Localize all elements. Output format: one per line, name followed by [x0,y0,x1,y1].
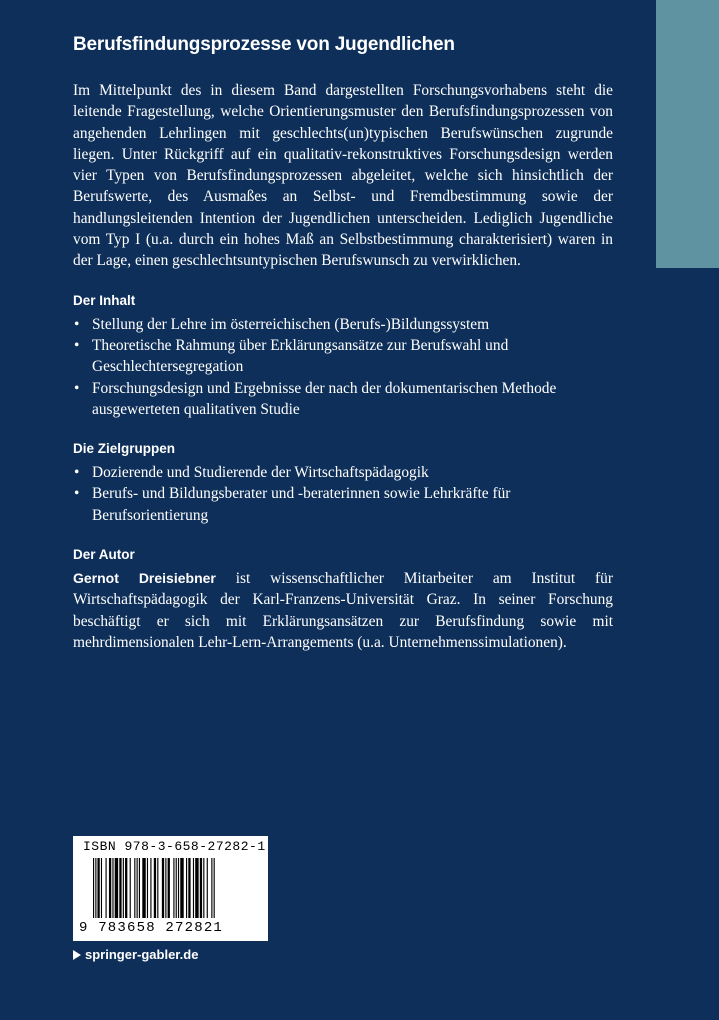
publisher-url: springer-gabler.de [85,947,199,962]
bullet-icon: • [74,315,80,333]
book-title: Berufsfindungsprozesse von Jugendlichen [73,34,455,55]
back-cover-content [73,32,613,653]
bullet-icon: • [74,379,80,397]
inhalt-heading: Der Inhalt [73,292,136,308]
list-item: • Berufs- und Bildungsberater und -beraterinnen sowie Lehrkräfte für Berufsorientierung [74,485,511,524]
barcode-bars [93,858,255,926]
author-name: Gernot Dreisiebner [73,570,216,587]
autor-heading: Der Autor [73,547,135,563]
bullet-icon: • [74,336,80,354]
bullet-icon: • [74,485,80,503]
publisher-link[interactable] [73,947,198,962]
author-bio [73,568,613,653]
author-bio-text: ist wissenschaftlicher Mitarbeiter am Institut für Wirtschaftspädagogik der Karl-Franzens-Universität Graz. In seiner Forschung beschäftigt er sich mit Erklärungsansätzen zur Berufsfindung sowie mit mehrdimensionalen Lehr-Lern-Arrangements (u.a. Unternehmenssimulationen). [73,570,613,651]
list-item: • Theoretische Rahmung über Erklärungsansätze zur Berufswahl und Geschlechtersegregation [74,336,509,376]
isbn-barcode [73,836,268,941]
side-color-tab [656,0,719,268]
zielgruppen-heading: Die Zielgruppen [73,441,176,457]
bullet-icon: • [74,464,80,482]
zielgruppen-list [73,462,613,526]
abstract-text: Im Mittelpunkt des in diesem Band dargestellten Forschungsvorhabens steht die leitende Fragestellung, welche Orientierungsmuster den Berufsfindungsprozessen von angehenden Lehrlingen mit geschlechts(un)typischen Berufswünschen zugrunde liegen. Unter Rückgriff auf ein qualitativ-rekonstruktives Forschungsdesign werden vier Typen von Berufsfindungsprozessen abgeleitet, welche sich hinsichtlich der Berufswerte, des Ausmaßes an Selbst- und Fremdbestimmung sowie der handlungsleitenden Intention der Jugendlichen unterscheiden. Lediglich Jugendliche vom Typ I (u.a. durch ein hohes Maß an Selbstbestimmung charakterisiert) waren in der Lage, einen geschlechtsuntypischen Berufswunsch zu verwirklichen. [73,82,613,270]
arrow-right-icon [73,950,81,960]
list-item: • Dozierende und Studierende der Wirtschaftspädagogik [73,462,613,483]
list-item: • Stellung der Lehre im österreichischen (Berufs-)Bildungssystem [73,314,613,335]
inhalt-list [73,314,613,420]
isbn-label: ISBN 978-3-658-27282-1 [83,839,266,854]
list-item: • Forschungsdesign und Ergebnisse der nach der dokumentarischen Methode ausgewerteten qualitativen Studie [74,379,557,418]
ean-digits: 9 783658 272821 [79,920,224,936]
